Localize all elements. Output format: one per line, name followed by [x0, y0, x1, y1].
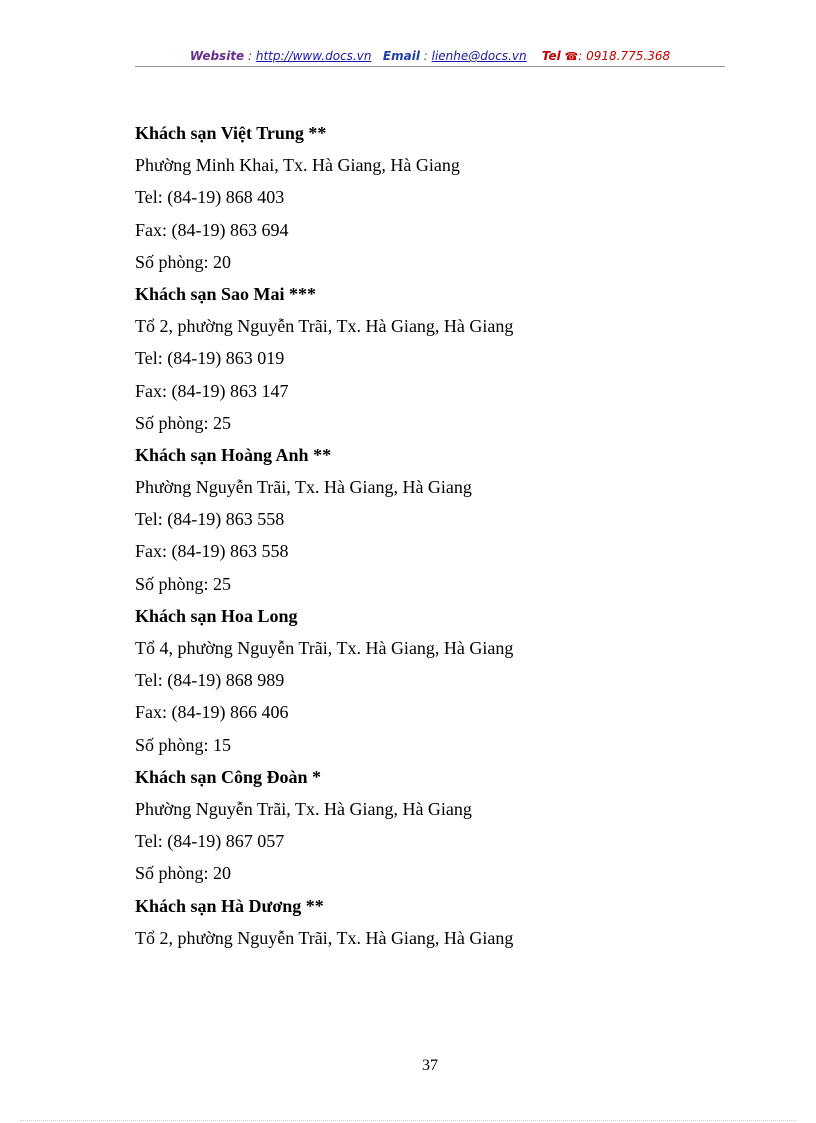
hotel-name: Khách sạn Hoàng Anh **: [135, 444, 332, 465]
hotel-detail-line: Số phòng: 25: [135, 412, 232, 433]
hotel-detail-line: Phường Nguyễn Trãi, Tx. Hà Giang, Hà Giang: [135, 477, 472, 498]
page-number: 37: [422, 1057, 438, 1074]
hotel-detail-line: Tổ 4, phường Nguyễn Trãi, Tx. Hà Giang, Hà Giang: [135, 638, 514, 658]
tel-label: Tel: [541, 49, 561, 63]
email-separator: :: [419, 49, 432, 63]
hotel-detail-line: Số phòng: 20: [135, 251, 232, 272]
hotel-detail-line: Tổ 2, phường Nguyễn Trãi, Tx. Hà Giang, Hà Giang: [135, 316, 514, 337]
hotel-detail-line: Fax: (84-19) 863 147: [135, 380, 289, 401]
hotel-detail-line: Tel: (84-19) 868 403: [135, 187, 285, 208]
hotel-name: Khách sạn Hà Dương **: [135, 895, 324, 916]
website-label: Website: [189, 49, 245, 63]
hotel-name: Khách sạn Việt Trung **: [135, 123, 327, 143]
hotel-detail-line: Fax: (84-19) 866 406: [135, 702, 289, 723]
hotel-detail-line: Tel: (84-19) 863 558: [135, 509, 285, 530]
phone-icon: ☎: [564, 50, 579, 63]
hotel-detail-line: Tel: (84-19) 863 019: [135, 348, 285, 369]
hotel-detail-line: Fax: (84-19) 863 558: [135, 541, 289, 562]
hotel-name: Khách sạn Sao Mai ***: [135, 283, 317, 304]
email-label: Email: [382, 49, 420, 63]
hotel-detail-line: Phường Nguyễn Trãi, Tx. Hà Giang, Hà Giang: [135, 798, 472, 819]
header-divider: [135, 66, 725, 67]
tel-number: : 0918.775.368: [578, 49, 671, 63]
hotel-detail-line: Fax: (84-19) 863 694: [135, 219, 289, 240]
hotel-detail-line: Tel: (84-19) 868 989: [135, 670, 285, 691]
document-body: [135, 117, 735, 954]
hotel-name: Khách sạn Hoa Long: [135, 605, 298, 626]
email-link[interactable]: lienhe@docs.vn: [431, 49, 527, 63]
hotel-detail-line: Phường Minh Khai, Tx. Hà Giang, Hà Giang: [135, 155, 460, 176]
page-header: [135, 46, 725, 66]
hotel-detail-line: Tổ 2, phường Nguyễn Trãi, Tx. Hà Giang, Hà Giang: [135, 927, 514, 948]
hotel-detail-line: Tel: (84-19) 867 057: [135, 831, 285, 852]
hotel-detail-line: Số phòng: 20: [135, 863, 232, 884]
website-separator: :: [244, 49, 256, 63]
hotel-detail-line: Số phòng: 25: [135, 573, 232, 594]
page-bottom-edge: [20, 1120, 796, 1121]
website-link[interactable]: http://www.docs.vn: [255, 49, 372, 63]
hotel-name: Khách sạn Công Đoàn *: [135, 766, 322, 787]
hotel-detail-line: Số phòng: 15: [135, 734, 232, 755]
